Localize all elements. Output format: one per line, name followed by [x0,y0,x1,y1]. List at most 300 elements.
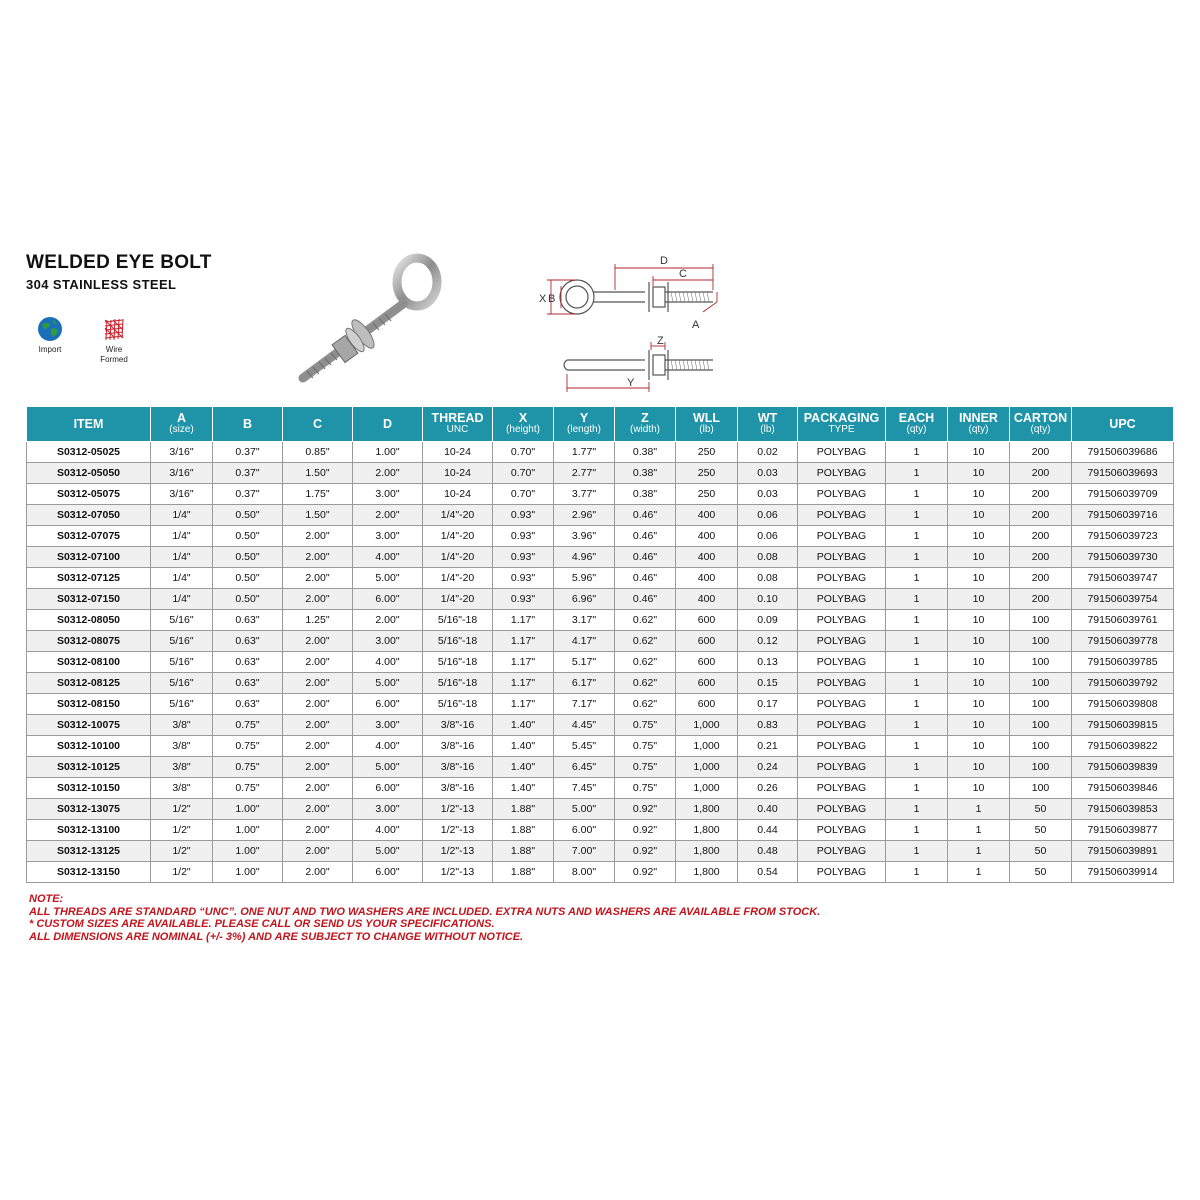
item-number-cell: S0312-08100 [27,652,151,673]
table-cell: 1.25" [283,610,353,631]
table-cell: 4.17" [554,631,615,652]
table-cell: 10 [948,694,1010,715]
table-cell: POLYBAG [798,526,886,547]
table-cell: 5.00" [554,799,615,820]
table-cell: 0.06 [738,526,798,547]
table-cell: 0.21 [738,736,798,757]
table-cell: 0.08 [738,547,798,568]
table-cell: 1 [886,799,948,820]
table-cell: 2.00" [283,568,353,589]
table-row [27,463,1174,484]
drawing-label-z: Z [657,335,664,347]
table-cell: 3.96" [554,526,615,547]
column-header [948,407,1010,442]
table-cell: 1,800 [676,841,738,862]
column-header [283,407,353,442]
table-cell: 10 [948,505,1010,526]
drawing-label-x: X [539,293,547,305]
table-cell: 0.06 [738,505,798,526]
note-line: * CUSTOM SIZES ARE AVAILABLE. PLEASE CALL OR SEND US YOUR SPECIFICATIONS. [29,918,495,930]
item-number-cell: S0312-10125 [27,757,151,778]
table-cell: 0.50" [213,589,283,610]
table-cell: 10 [948,652,1010,673]
table-cell: 3/8" [151,736,213,757]
table-cell: 1/4" [151,589,213,610]
table-cell: 791506039747 [1072,568,1174,589]
table-cell: 0.46" [615,568,676,589]
table-cell: 6.00" [353,778,423,799]
table-cell: 10 [948,778,1010,799]
table-cell: 1.00" [213,799,283,820]
table-cell: 5/16"-18 [423,694,493,715]
note-line: ALL DIMENSIONS ARE NOMINAL (+/- 3%) AND ARE SUBJECT TO CHANGE WITHOUT NOTICE. [29,930,524,943]
table-cell: 6.45" [554,757,615,778]
column-header-sublabel: (qty) [906,424,927,435]
table-cell: 2.00" [283,673,353,694]
column-header [886,407,948,442]
table-cell: 0.92" [615,820,676,841]
table-cell: 0.93" [493,568,554,589]
table-cell: 0.46" [615,547,676,568]
table-cell: 1,800 [676,820,738,841]
table-cell: 50 [1010,799,1072,820]
table-cell: 1 [886,757,948,778]
table-cell: 0.26 [738,778,798,799]
table-cell: 600 [676,610,738,631]
table-cell: 0.50" [213,505,283,526]
table-cell: 250 [676,484,738,505]
table-cell: 1/2" [151,841,213,862]
table-cell: 0.92" [615,841,676,862]
table-cell: 1/2"-13 [423,841,493,862]
column-header [798,407,886,442]
table-cell: 5/16" [151,673,213,694]
table-cell: 0.62" [615,610,676,631]
table-cell: POLYBAG [798,568,886,589]
table-cell: 100 [1010,778,1072,799]
table-cell: 2.00" [283,631,353,652]
table-cell: 791506039754 [1072,589,1174,610]
table-cell: 0.37" [213,463,283,484]
table-cell: 791506039846 [1072,778,1174,799]
table-cell: POLYBAG [798,799,886,820]
table-cell: 1.50" [283,505,353,526]
table-cell: 200 [1010,505,1072,526]
table-cell: 0.17 [738,694,798,715]
table-cell: 6.00" [353,694,423,715]
column-header [554,407,615,442]
table-cell: POLYBAG [798,862,886,883]
table-cell: 50 [1010,841,1072,862]
table-cell: 10 [948,673,1010,694]
table-row [27,610,1174,631]
table-cell: POLYBAG [798,610,886,631]
table-cell: 0.75" [213,715,283,736]
table-cell: 791506039877 [1072,820,1174,841]
table-cell: 2.00" [283,694,353,715]
table-cell: 1,000 [676,715,738,736]
table-cell: 7.45" [554,778,615,799]
feature-badges [30,316,134,365]
table-cell: 250 [676,463,738,484]
table-cell: 2.00" [353,610,423,631]
table-cell: 2.00" [283,526,353,547]
column-header-label: WT [757,411,778,425]
table-cell: 0.63" [213,631,283,652]
table-cell: 400 [676,526,738,547]
drawing-label-b: B [548,293,556,305]
table-cell: 5/16"-18 [423,652,493,673]
item-number-cell: S0312-10150 [27,778,151,799]
table-cell: 0.13 [738,652,798,673]
item-number-cell: S0312-07075 [27,526,151,547]
table-cell: 6.96" [554,589,615,610]
table-cell: 0.85" [283,442,353,463]
table-cell: 1 [886,610,948,631]
table-cell: 4.00" [353,820,423,841]
table-cell: 5.96" [554,568,615,589]
table-cell: 8.00" [554,862,615,883]
item-number-cell: S0312-10075 [27,715,151,736]
table-cell: 2.77" [554,463,615,484]
table-cell: 3/8"-16 [423,757,493,778]
table-cell: 2.00" [283,715,353,736]
table-cell: 0.83 [738,715,798,736]
table-cell: POLYBAG [798,694,886,715]
table-cell: 1 [886,505,948,526]
column-header-sublabel: (width) [629,424,660,435]
table-cell: 3.00" [353,715,423,736]
table-cell: 2.00" [283,547,353,568]
table-cell: 10 [948,568,1010,589]
table-cell: 2.00" [283,862,353,883]
column-header [213,407,283,442]
table-cell: POLYBAG [798,715,886,736]
table-cell: 600 [676,631,738,652]
table-cell: 2.00" [283,820,353,841]
table-cell: 10 [948,757,1010,778]
table-cell: 0.24 [738,757,798,778]
table-cell: POLYBAG [798,778,886,799]
table-cell: 0.09 [738,610,798,631]
table-cell: 10 [948,715,1010,736]
table-cell: 1/4"-20 [423,568,493,589]
table-cell: 0.75" [615,715,676,736]
table-cell: 0.75" [213,736,283,757]
table-cell: 1 [886,484,948,505]
table-cell: 0.93" [493,526,554,547]
table-cell: 10 [948,736,1010,757]
table-cell: 0.62" [615,631,676,652]
table-cell: 50 [1010,862,1072,883]
drawing-label-y: Y [627,377,635,389]
table-cell: 4.96" [554,547,615,568]
table-cell: 3/8"-16 [423,778,493,799]
table-row [27,841,1174,862]
table-cell: 3/16" [151,463,213,484]
table-cell: 0.38" [615,442,676,463]
table-cell: 1/4"-20 [423,505,493,526]
table-cell: 791506039808 [1072,694,1174,715]
table-cell: 1.17" [493,652,554,673]
table-row [27,673,1174,694]
item-number-cell: S0312-08075 [27,631,151,652]
column-header-label: UPC [1109,417,1136,431]
table-cell: 1/4"-20 [423,526,493,547]
column-header-sublabel: (lb) [760,424,775,435]
table-cell: 1 [886,673,948,694]
column-header [353,407,423,442]
table-row [27,715,1174,736]
table-row [27,820,1174,841]
table-cell: 791506039815 [1072,715,1174,736]
table-cell: 0.38" [615,463,676,484]
table-cell: 791506039686 [1072,442,1174,463]
column-header-sublabel: UNC [446,424,469,435]
header-row [27,407,1174,442]
column-header-label: Y [579,411,589,425]
notes-section [29,893,820,943]
table-cell: 6.00" [353,862,423,883]
table-cell: 0.38" [615,484,676,505]
table-cell: 10 [948,526,1010,547]
table-cell: 1 [948,862,1010,883]
table-cell: 100 [1010,652,1072,673]
table-cell: 1.17" [493,694,554,715]
table-cell: 10 [948,442,1010,463]
column-header-sublabel: (qty) [968,424,989,435]
table-cell: 1.88" [493,841,554,862]
table-row [27,589,1174,610]
table-cell: 1 [886,736,948,757]
table-cell: 1,000 [676,736,738,757]
table-cell: 100 [1010,694,1072,715]
item-number-cell: S0312-13075 [27,799,151,820]
item-number-cell: S0312-07050 [27,505,151,526]
table-cell: 1.17" [493,610,554,631]
table-cell: 791506039709 [1072,484,1174,505]
table-cell: 0.46" [615,505,676,526]
table-cell: POLYBAG [798,484,886,505]
item-number-cell: S0312-05025 [27,442,151,463]
table-cell: 10-24 [423,463,493,484]
table-cell: 0.63" [213,610,283,631]
table-cell: 1,000 [676,757,738,778]
table-cell: 0.75" [615,736,676,757]
table-cell: 1 [886,547,948,568]
table-cell: 1 [886,778,948,799]
table-cell: 1.40" [493,736,554,757]
table-cell: 1/4" [151,547,213,568]
drawing-label-c: C [679,268,687,280]
table-cell: 200 [1010,442,1072,463]
table-cell: 6.17" [554,673,615,694]
table-cell: 2.00" [283,589,353,610]
table-cell: 1 [886,589,948,610]
eye-bolt-photo [285,252,445,392]
table-cell: 791506039839 [1072,757,1174,778]
table-cell: 1 [886,715,948,736]
table-cell: 400 [676,589,738,610]
column-header-label: A [176,411,187,425]
table-cell: 0.75" [615,778,676,799]
table-cell: 2.00" [283,799,353,820]
table-cell: 0.63" [213,673,283,694]
table-cell: 200 [1010,484,1072,505]
table-cell: 1/4" [151,505,213,526]
table-cell: 0.75" [615,757,676,778]
import-badge [30,316,70,365]
table-cell: POLYBAG [798,673,886,694]
table-cell: 4.00" [353,547,423,568]
table-cell: 791506039723 [1072,526,1174,547]
table-cell: 791506039730 [1072,547,1174,568]
table-cell: 4.45" [554,715,615,736]
table-cell: 600 [676,694,738,715]
table-cell: 200 [1010,547,1072,568]
column-header [615,407,676,442]
table-cell: 791506039822 [1072,736,1174,757]
table-cell: 1.75" [283,484,353,505]
table-cell: 1 [948,799,1010,820]
table-cell: POLYBAG [798,589,886,610]
table-cell: 100 [1010,610,1072,631]
table-cell: 5/16"-18 [423,631,493,652]
table-cell: 791506039778 [1072,631,1174,652]
column-header [423,407,493,442]
table-cell: 0.70" [493,442,554,463]
table-row [27,694,1174,715]
table-cell: 1 [948,841,1010,862]
table-cell: 0.92" [615,799,676,820]
table-cell: 1 [886,526,948,547]
column-header-label: D [382,417,393,431]
table-row [27,526,1174,547]
table-cell: 0.37" [213,442,283,463]
table-cell: 3.00" [353,484,423,505]
table-cell: 3.77" [554,484,615,505]
drawing-label-d: D [660,255,668,267]
table-cell: 0.37" [213,484,283,505]
table-cell: 0.50" [213,526,283,547]
table-cell: 200 [1010,463,1072,484]
table-cell: 0.15 [738,673,798,694]
table-cell: 0.75" [213,757,283,778]
table-cell: 1 [886,568,948,589]
table-cell: 6.00" [554,820,615,841]
table-cell: 1.88" [493,820,554,841]
table-cell: POLYBAG [798,652,886,673]
table-row [27,799,1174,820]
table-cell: 1.00" [213,841,283,862]
item-number-cell: S0312-13100 [27,820,151,841]
table-cell: 0.62" [615,652,676,673]
table-cell: 791506039761 [1072,610,1174,631]
column-header-label: C [312,417,323,431]
table-cell: 10 [948,589,1010,610]
table-cell: 1 [948,820,1010,841]
table-cell: 0.93" [493,505,554,526]
table-cell: 5.45" [554,736,615,757]
table-cell: 0.03 [738,463,798,484]
column-header-label: Z [641,411,649,425]
table-cell: 5/16" [151,694,213,715]
table-cell: 5/16"-18 [423,673,493,694]
table-cell: 1/4"-20 [423,589,493,610]
table-cell: 3.00" [353,631,423,652]
table-row [27,862,1174,883]
globe-icon [37,316,63,342]
table-cell: 3/8" [151,715,213,736]
table-cell: 7.17" [554,694,615,715]
table-cell: 0.48 [738,841,798,862]
table-cell: 0.54 [738,862,798,883]
table-cell: 3.00" [353,526,423,547]
table-cell: 400 [676,547,738,568]
table-cell: 400 [676,568,738,589]
table-cell: 1/2"-13 [423,820,493,841]
wire-mesh-icon [101,316,127,342]
table-cell: 100 [1010,715,1072,736]
table-cell: 6.00" [353,589,423,610]
table-cell: 0.10 [738,589,798,610]
table-cell: POLYBAG [798,736,886,757]
table-cell: 3/8"-16 [423,736,493,757]
table-cell: 10-24 [423,484,493,505]
table-cell: 0.50" [213,547,283,568]
product-material: 304 STAINLESS STEEL [26,277,177,292]
table-row [27,778,1174,799]
table-cell: 5/16" [151,631,213,652]
table-cell: 1/4" [151,526,213,547]
table-cell: 3/16" [151,484,213,505]
table-cell: 3/8" [151,757,213,778]
table-cell: 0.44 [738,820,798,841]
note-line: ALL THREADS ARE STANDARD “UNC”. ONE NUT AND TWO WASHERS ARE INCLUDED. EXTRA NUTS AND WASHERS ARE AVAILABLE FROM STOCK. [29,905,821,918]
table-cell: 200 [1010,526,1072,547]
table-cell: 600 [676,673,738,694]
table-cell: 791506039792 [1072,673,1174,694]
specification-table [26,406,1174,883]
item-number-cell: S0312-13150 [27,862,151,883]
table-cell: 1/2" [151,862,213,883]
table-row [27,505,1174,526]
table-cell: 0.63" [213,694,283,715]
column-header [1010,407,1072,442]
column-header [738,407,798,442]
table-cell: 0.46" [615,526,676,547]
table-cell: 1/2" [151,820,213,841]
table-row [27,547,1174,568]
column-header-label: EACH [898,411,935,425]
table-cell: 10 [948,547,1010,568]
table-cell: 50 [1010,820,1072,841]
column-header-sublabel: (size) [169,424,194,435]
table-cell: 5/16" [151,652,213,673]
table-cell: 791506039716 [1072,505,1174,526]
table-cell: 0.70" [493,484,554,505]
table-cell: 2.00" [353,463,423,484]
table-row [27,568,1174,589]
table-cell: 1 [886,463,948,484]
table-cell: 5.00" [353,673,423,694]
table-row [27,652,1174,673]
table-cell: 791506039693 [1072,463,1174,484]
table-cell: 10 [948,463,1010,484]
table-cell: 200 [1010,568,1072,589]
table-cell: 4.00" [353,736,423,757]
table-cell: 10-24 [423,442,493,463]
